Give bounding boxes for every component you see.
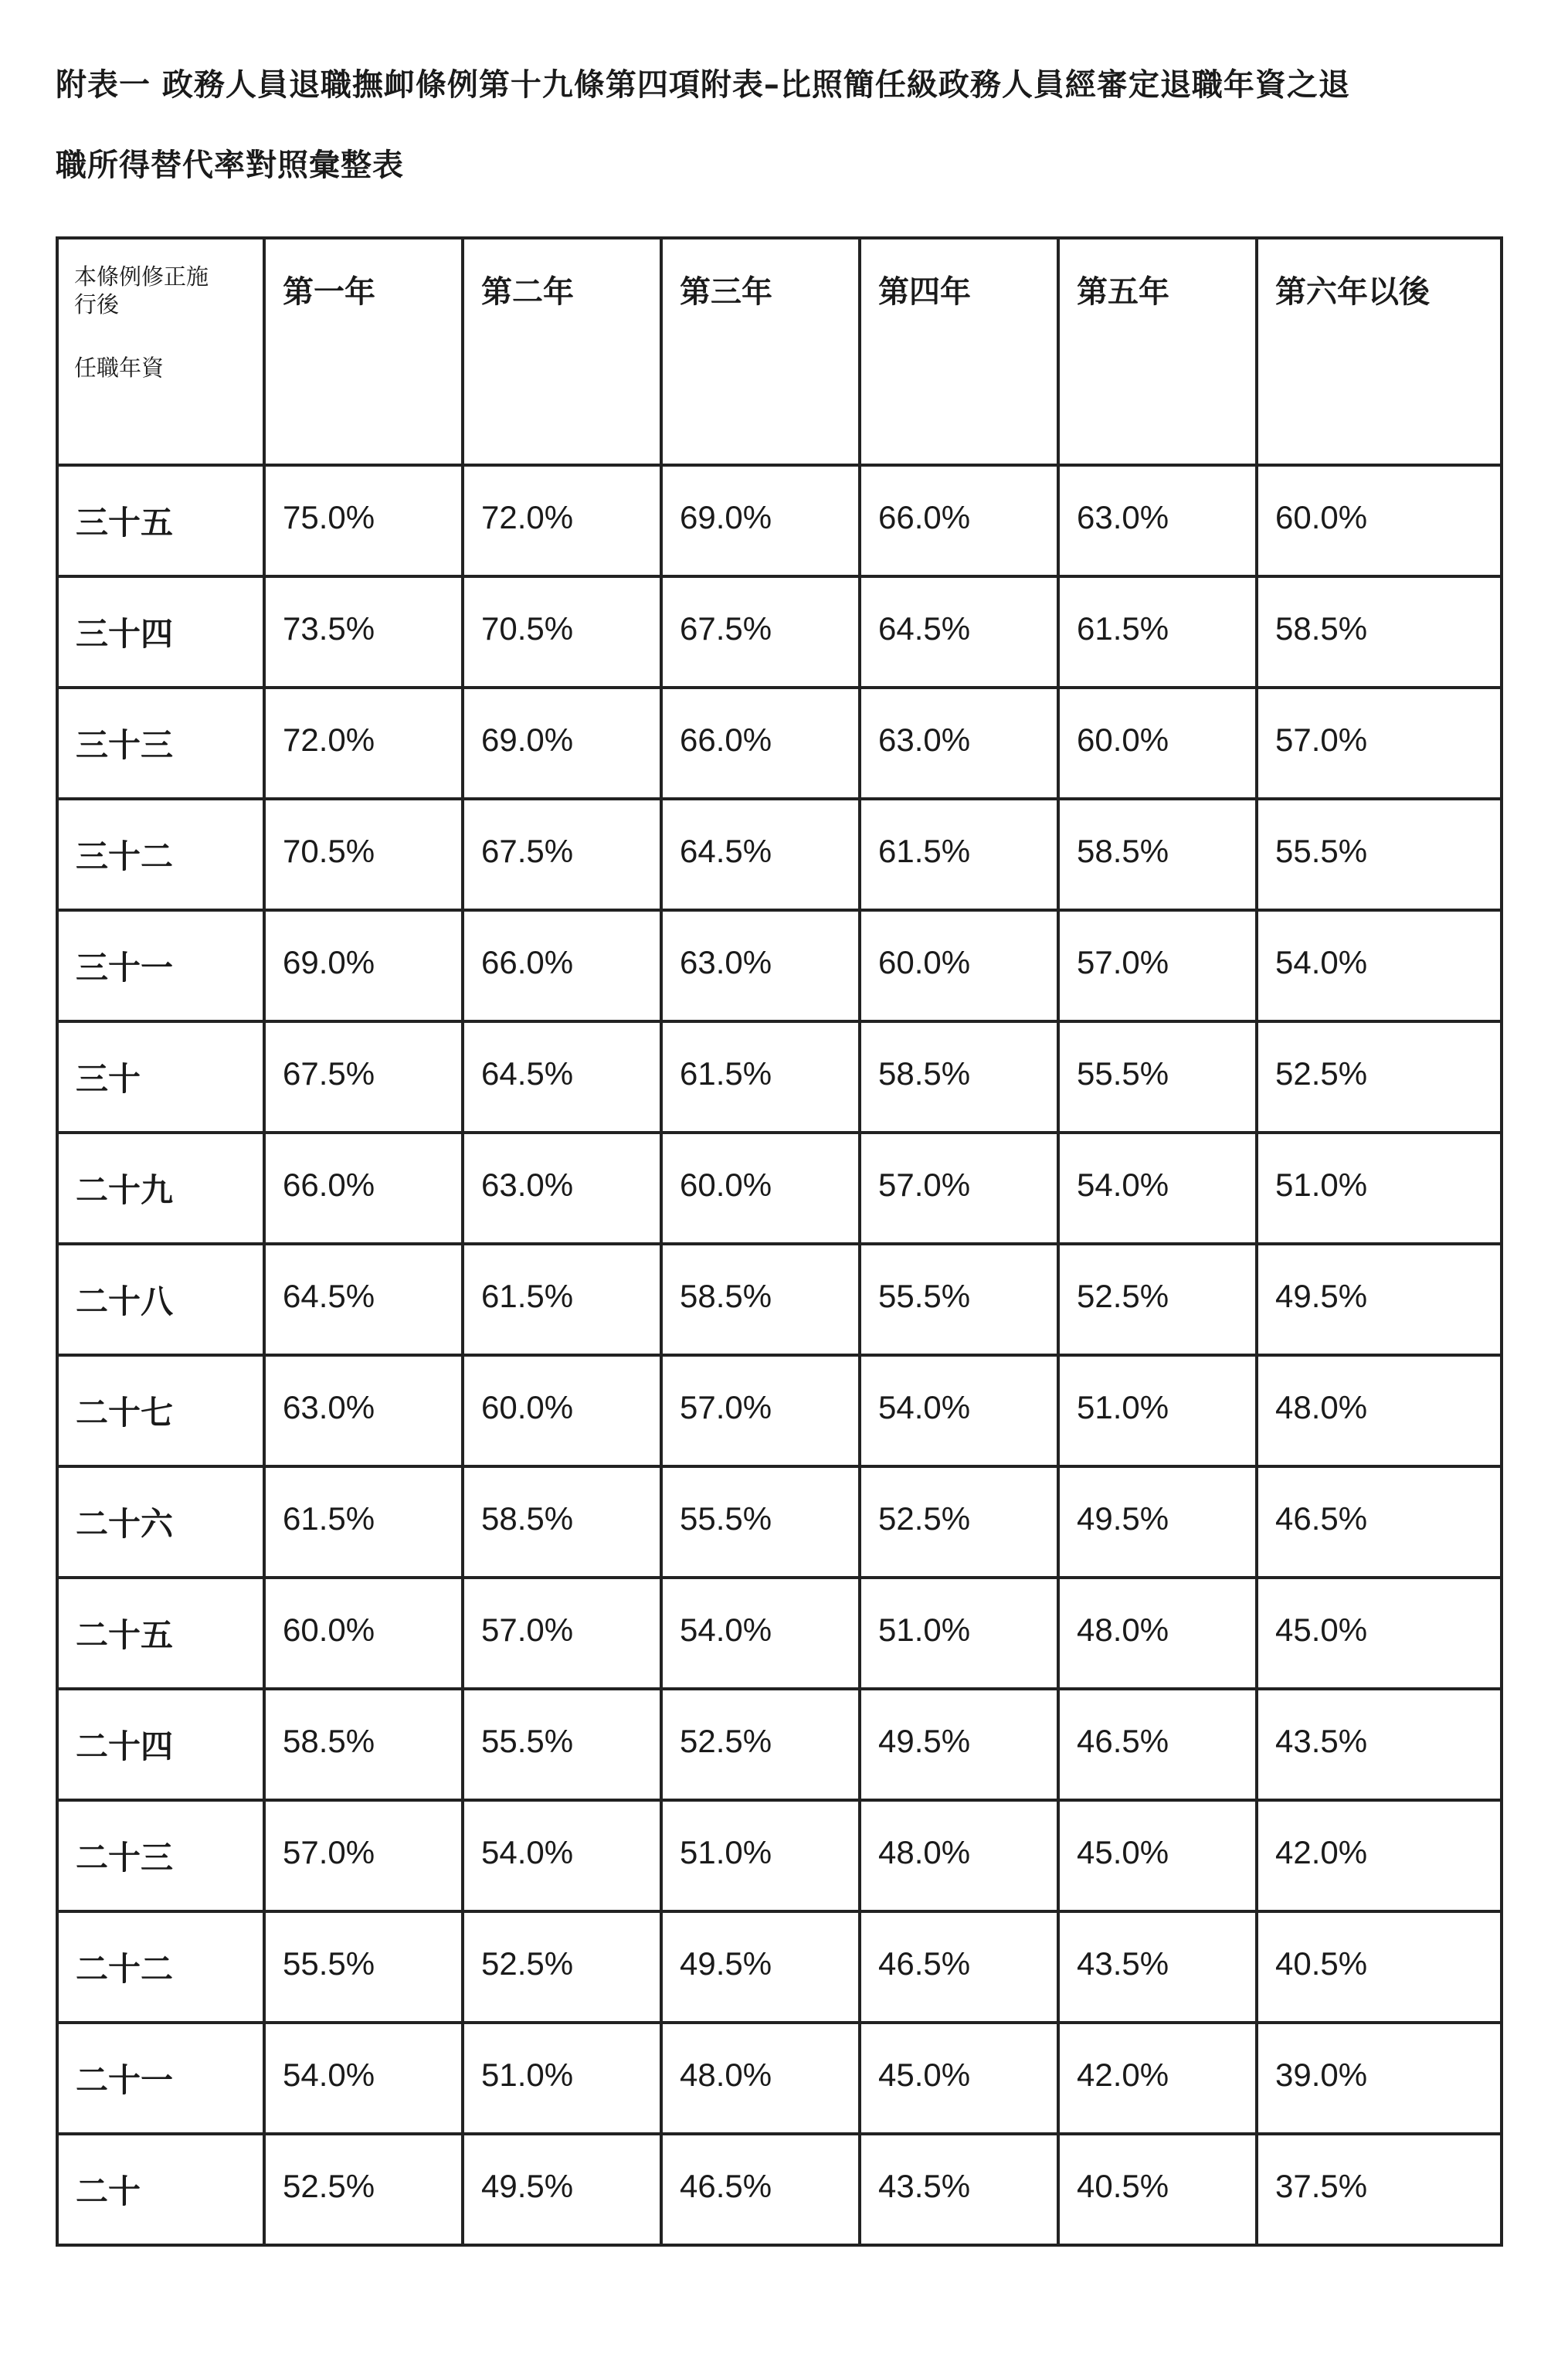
column-header-label: 第四年 — [878, 274, 971, 310]
table-body — [57, 238, 1502, 2245]
rate-value: 63.0% — [481, 1167, 574, 1203]
corner-header-line-1: 本條例修正施 — [74, 263, 209, 290]
rate-cell — [264, 2023, 463, 2134]
service-years-cell — [57, 2134, 264, 2245]
rate-cell — [1058, 1133, 1257, 1244]
rate-value: 66.0% — [283, 1167, 375, 1203]
rate-value: 51.0% — [481, 2057, 574, 2093]
rate-value: 58.5% — [680, 1278, 772, 1314]
rate-value: 58.5% — [1077, 833, 1169, 869]
rate-cell — [463, 910, 661, 1021]
rate-value: 52.5% — [1077, 1278, 1169, 1314]
column-header-year-5 — [1058, 238, 1257, 465]
rate-value: 60.0% — [481, 1389, 574, 1425]
rate-value: 69.0% — [283, 944, 375, 980]
rate-cell — [860, 1800, 1058, 1911]
corner-header-line-2: 行後 — [74, 291, 120, 318]
rate-cell — [463, 1355, 661, 1466]
rate-cell — [463, 688, 661, 799]
rate-value: 57.0% — [481, 1612, 574, 1648]
rate-value: 61.5% — [283, 1500, 375, 1537]
rate-cell — [860, 2134, 1058, 2245]
rate-value: 61.5% — [481, 1278, 574, 1314]
rate-cell — [1257, 1133, 1502, 1244]
table-header-row — [57, 238, 1502, 465]
rate-value: 58.5% — [878, 1055, 971, 1092]
service-years-cell — [57, 1355, 264, 1466]
column-header-year-2 — [463, 238, 661, 465]
rate-cell — [264, 1800, 463, 1911]
service-years-label: 二十三 — [76, 1839, 174, 1877]
service-years-label: 三十四 — [76, 615, 174, 653]
rate-cell — [264, 1244, 463, 1355]
rate-cell — [1058, 1021, 1257, 1133]
rate-cell — [264, 1578, 463, 1689]
rate-value: 57.0% — [1275, 722, 1368, 758]
rate-cell — [264, 688, 463, 799]
rate-cell — [264, 910, 463, 1021]
rate-value: 52.5% — [878, 1500, 971, 1537]
rate-cell — [1257, 2023, 1502, 2134]
rate-value: 60.0% — [878, 944, 971, 980]
rate-cell — [860, 1244, 1058, 1355]
rate-value: 63.0% — [1077, 499, 1169, 535]
rate-value: 70.5% — [283, 833, 375, 869]
rate-value: 43.5% — [1077, 1945, 1169, 1982]
column-header-label: 第一年 — [283, 274, 375, 310]
rate-value: 37.5% — [1275, 2168, 1368, 2204]
rate-value: 51.0% — [878, 1612, 971, 1648]
rate-cell — [860, 465, 1058, 576]
rate-cell — [463, 2023, 661, 2134]
rate-value: 57.0% — [680, 1389, 772, 1425]
table-row — [57, 1133, 1502, 1244]
service-years-cell — [57, 799, 264, 910]
rate-cell — [1058, 799, 1257, 910]
rate-value: 58.5% — [283, 1723, 375, 1759]
rate-value: 51.0% — [1077, 1389, 1169, 1425]
rate-cell — [661, 1578, 860, 1689]
rate-cell — [661, 688, 860, 799]
rate-value: 45.0% — [1077, 1834, 1169, 1870]
rate-cell — [1058, 1244, 1257, 1355]
rate-value: 51.0% — [680, 1834, 772, 1870]
table-row — [57, 2134, 1502, 2245]
rate-value: 49.5% — [1077, 1500, 1169, 1537]
rate-cell — [1257, 1021, 1502, 1133]
rate-value: 45.0% — [1275, 1612, 1368, 1648]
table-row — [57, 1466, 1502, 1578]
rate-value: 63.0% — [878, 722, 971, 758]
rate-value: 73.5% — [283, 610, 375, 647]
rate-value: 63.0% — [680, 944, 772, 980]
rate-value: 58.5% — [481, 1500, 574, 1537]
rate-cell — [1058, 1911, 1257, 2023]
rate-value: 64.5% — [283, 1278, 375, 1314]
rate-value: 55.5% — [878, 1278, 971, 1314]
rate-value: 69.0% — [680, 499, 772, 535]
rate-cell — [1257, 1355, 1502, 1466]
rate-cell — [463, 1021, 661, 1133]
rate-cell — [661, 1021, 860, 1133]
service-years-cell — [57, 1021, 264, 1133]
rate-value: 67.5% — [680, 610, 772, 647]
service-years-cell — [57, 910, 264, 1021]
table-row — [57, 910, 1502, 1021]
service-years-label: 二十四 — [76, 1727, 174, 1765]
rate-cell — [1257, 688, 1502, 799]
rate-value: 60.0% — [1275, 499, 1368, 535]
rate-cell — [264, 1133, 463, 1244]
rate-value: 69.0% — [481, 722, 574, 758]
rate-cell — [860, 1133, 1058, 1244]
rate-value: 54.0% — [680, 1612, 772, 1648]
rate-cell — [463, 1689, 661, 1800]
rate-cell — [860, 1911, 1058, 2023]
column-header-label: 第三年 — [680, 274, 772, 310]
rate-value: 51.0% — [1275, 1167, 1368, 1203]
service-years-cell — [57, 1911, 264, 2023]
rate-cell — [264, 1355, 463, 1466]
document-title — [56, 45, 1523, 206]
rate-cell — [661, 1133, 860, 1244]
rate-value: 52.5% — [680, 1723, 772, 1759]
column-header-year-6-plus — [1257, 238, 1502, 465]
service-years-cell — [57, 576, 264, 688]
service-years-label: 三十一 — [76, 949, 174, 987]
column-header-label: 第五年 — [1077, 274, 1169, 310]
rate-value: 54.0% — [1077, 1167, 1169, 1203]
service-years-cell — [57, 1244, 264, 1355]
table-row — [57, 688, 1502, 799]
table-row — [57, 1911, 1502, 2023]
rate-cell — [661, 1355, 860, 1466]
rate-cell — [860, 910, 1058, 1021]
rate-cell — [1058, 910, 1257, 1021]
table-row — [57, 1355, 1502, 1466]
rate-value: 48.0% — [1077, 1612, 1169, 1648]
service-years-label: 二十一 — [76, 2061, 174, 2099]
rate-cell — [264, 576, 463, 688]
service-years-label: 三十 — [76, 1060, 141, 1098]
column-header-label: 第二年 — [481, 274, 574, 310]
service-years-cell — [57, 465, 264, 576]
rate-cell — [264, 465, 463, 576]
rate-cell — [1058, 688, 1257, 799]
rate-value: 49.5% — [1275, 1278, 1368, 1314]
rate-value: 39.0% — [1275, 2057, 1368, 2093]
table-row — [57, 2023, 1502, 2134]
rate-value: 40.5% — [1275, 1945, 1368, 1982]
service-years-cell — [57, 1466, 264, 1578]
table-row — [57, 465, 1502, 576]
rate-value: 66.0% — [481, 944, 574, 980]
service-years-cell — [57, 1578, 264, 1689]
rate-cell — [1257, 1244, 1502, 1355]
rate-cell — [264, 1466, 463, 1578]
rate-cell — [860, 1021, 1058, 1133]
rate-value: 66.0% — [878, 499, 971, 535]
column-header-label: 第六年以後 — [1275, 274, 1430, 310]
rate-value: 42.0% — [1077, 2057, 1169, 2093]
rate-cell — [463, 1244, 661, 1355]
rate-value: 40.5% — [1077, 2168, 1169, 2204]
rate-value: 60.0% — [680, 1167, 772, 1203]
rate-value: 49.5% — [680, 1945, 772, 1982]
rate-cell — [860, 2023, 1058, 2134]
table-row — [57, 1578, 1502, 1689]
rate-value: 46.5% — [878, 1945, 971, 1982]
rate-value: 54.0% — [283, 2057, 375, 2093]
rate-cell — [463, 1466, 661, 1578]
rate-value: 64.5% — [878, 610, 971, 647]
rate-cell — [860, 1466, 1058, 1578]
rate-value: 46.5% — [1077, 1723, 1169, 1759]
rate-value: 48.0% — [680, 2057, 772, 2093]
table-row — [57, 1800, 1502, 1911]
rate-cell — [661, 1244, 860, 1355]
rate-value: 48.0% — [878, 1834, 971, 1870]
rate-cell — [661, 799, 860, 910]
service-years-label: 三十二 — [76, 837, 174, 875]
service-years-cell — [57, 2023, 264, 2134]
rate-cell — [264, 1689, 463, 1800]
rate-value: 55.5% — [481, 1723, 574, 1759]
service-years-label: 三十三 — [76, 726, 174, 764]
rate-cell — [1058, 1689, 1257, 1800]
rate-cell — [1257, 910, 1502, 1021]
rate-value: 43.5% — [878, 2168, 971, 2204]
rate-cell — [1058, 1466, 1257, 1578]
rate-cell — [1257, 799, 1502, 910]
rate-value: 67.5% — [481, 833, 574, 869]
rate-cell — [463, 1911, 661, 2023]
rate-cell — [1257, 2134, 1502, 2245]
rate-cell — [860, 576, 1058, 688]
rate-cell — [463, 1133, 661, 1244]
service-years-label: 二十七 — [76, 1394, 174, 1432]
rate-value: 70.5% — [481, 610, 574, 647]
rate-value: 61.5% — [878, 833, 971, 869]
service-years-label: 二十二 — [76, 1950, 174, 1988]
rate-cell — [1257, 1466, 1502, 1578]
rate-cell — [1257, 1911, 1502, 2023]
service-years-label: 二十五 — [76, 1616, 174, 1654]
rate-value: 67.5% — [283, 1055, 375, 1092]
rate-value: 61.5% — [680, 1055, 772, 1092]
service-years-label: 二十九 — [76, 1171, 174, 1209]
rate-cell — [463, 1800, 661, 1911]
rate-value: 48.0% — [1275, 1389, 1368, 1425]
rate-cell — [661, 910, 860, 1021]
rate-cell — [661, 2023, 860, 2134]
service-years-label: 二十六 — [76, 1505, 174, 1543]
rate-cell — [860, 1689, 1058, 1800]
rate-cell — [1058, 2023, 1257, 2134]
service-years-label: 三十五 — [76, 504, 174, 542]
column-header-year-4 — [860, 238, 1058, 465]
rate-value: 72.0% — [481, 499, 574, 535]
rate-cell — [1257, 1689, 1502, 1800]
rate-cell — [661, 465, 860, 576]
table-row — [57, 799, 1502, 910]
rate-cell — [1058, 465, 1257, 576]
rate-value: 57.0% — [878, 1167, 971, 1203]
table-row — [57, 1021, 1502, 1133]
table-row — [57, 1689, 1502, 1800]
rate-cell — [264, 799, 463, 910]
rate-value: 57.0% — [1077, 944, 1169, 980]
rate-cell — [1058, 1800, 1257, 1911]
rate-value: 55.5% — [1275, 833, 1368, 869]
rate-value: 64.5% — [481, 1055, 574, 1092]
rate-value: 61.5% — [1077, 610, 1169, 647]
rate-value: 63.0% — [283, 1389, 375, 1425]
rate-value: 54.0% — [1275, 944, 1368, 980]
rate-cell — [661, 1911, 860, 2023]
title-line-1: 附表一 政務人員退職撫卹條例第十九條第四項附表–比照簡任級政務人員經審定退職年資之退 — [56, 67, 1350, 103]
rate-cell — [1058, 2134, 1257, 2245]
rate-value: 49.5% — [481, 2168, 574, 2204]
column-header-year-1 — [264, 238, 463, 465]
rate-cell — [264, 1911, 463, 2023]
rate-cell — [1058, 576, 1257, 688]
rate-value: 54.0% — [481, 1834, 574, 1870]
rate-cell — [463, 576, 661, 688]
rate-cell — [1058, 1578, 1257, 1689]
rate-cell — [1257, 576, 1502, 688]
rate-value: 75.0% — [283, 499, 375, 535]
rate-value: 52.5% — [283, 2168, 375, 2204]
rate-cell — [264, 1021, 463, 1133]
rate-value: 52.5% — [481, 1945, 574, 1982]
corner-header-cell — [57, 238, 264, 465]
rate-cell — [1257, 1578, 1502, 1689]
rate-value: 43.5% — [1275, 1723, 1368, 1759]
title-line-2: 職所得替代率對照彙整表 — [56, 148, 404, 183]
rate-value: 55.5% — [283, 1945, 375, 1982]
rate-cell — [463, 465, 661, 576]
rate-cell — [860, 1355, 1058, 1466]
rate-cell — [463, 1578, 661, 1689]
rate-value: 66.0% — [680, 722, 772, 758]
rate-cell — [661, 1466, 860, 1578]
rate-cell — [860, 688, 1058, 799]
rate-cell — [661, 1689, 860, 1800]
rate-value: 58.5% — [1275, 610, 1368, 647]
replacement-rate-table — [56, 236, 1503, 2247]
rate-value: 72.0% — [283, 722, 375, 758]
rate-value: 54.0% — [878, 1389, 971, 1425]
rate-cell — [661, 2134, 860, 2245]
rate-cell — [860, 1578, 1058, 1689]
column-header-year-3 — [661, 238, 860, 465]
rate-cell — [1058, 1355, 1257, 1466]
rate-cell — [661, 576, 860, 688]
corner-header-line-3: 任職年資 — [74, 355, 165, 381]
service-years-label: 二十八 — [76, 1282, 174, 1320]
rate-value: 52.5% — [1275, 1055, 1368, 1092]
rate-value: 55.5% — [1077, 1055, 1169, 1092]
rate-value: 49.5% — [878, 1723, 971, 1759]
rate-cell — [661, 1800, 860, 1911]
rate-cell — [1257, 1800, 1502, 1911]
rate-value: 60.0% — [283, 1612, 375, 1648]
service-years-cell — [57, 688, 264, 799]
rate-cell — [1257, 465, 1502, 576]
service-years-cell — [57, 1800, 264, 1911]
rate-value: 42.0% — [1275, 1834, 1368, 1870]
rate-value: 64.5% — [680, 833, 772, 869]
rate-cell — [463, 2134, 661, 2245]
rate-cell — [264, 2134, 463, 2245]
rate-value: 55.5% — [680, 1500, 772, 1537]
rate-value: 45.0% — [878, 2057, 971, 2093]
rate-cell — [860, 799, 1058, 910]
rate-value: 46.5% — [1275, 1500, 1368, 1537]
service-years-cell — [57, 1689, 264, 1800]
service-years-label: 二十 — [76, 2172, 141, 2210]
table-row — [57, 576, 1502, 688]
rate-cell — [463, 799, 661, 910]
table-row — [57, 1244, 1502, 1355]
rate-value: 60.0% — [1077, 722, 1169, 758]
rate-value: 57.0% — [283, 1834, 375, 1870]
rate-value: 46.5% — [680, 2168, 772, 2204]
service-years-cell — [57, 1133, 264, 1244]
